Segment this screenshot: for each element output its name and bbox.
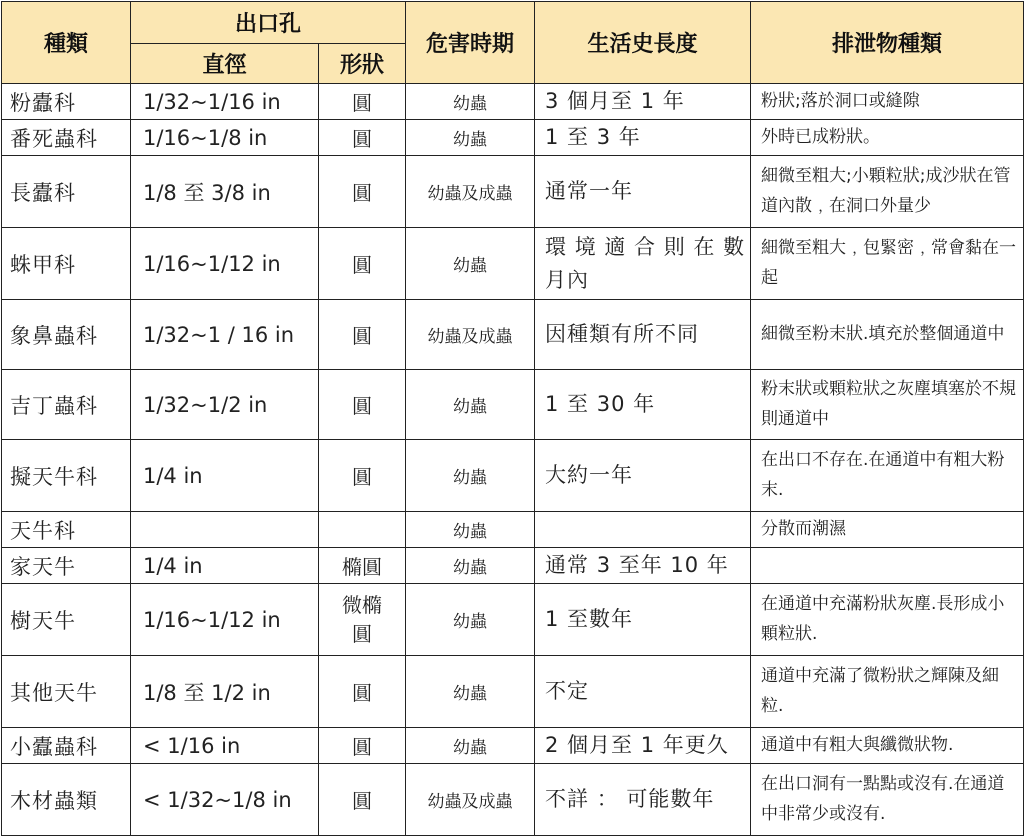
table-row — [2, 728, 1024, 764]
damage-cell: 幼蟲 — [406, 656, 535, 728]
damage-cell: 幼蟲 — [406, 512, 535, 548]
diameter-cell: 1/32~1/2 in — [131, 370, 319, 440]
damage-cell: 幼蟲 — [406, 584, 535, 656]
shape-cell: 圓 — [319, 728, 406, 764]
type-cell: 樹天牛 — [2, 584, 131, 656]
life-cell: 因種類有所不同 — [535, 300, 751, 370]
table-row — [2, 656, 1024, 728]
diameter-cell: 1/8 至 3/8 in — [131, 156, 319, 228]
damage-cell: 幼蟲及成蟲 — [406, 764, 535, 836]
shape-cell: 圓 — [319, 440, 406, 512]
damage-cell: 幼蟲 — [406, 728, 535, 764]
table-row — [2, 84, 1024, 120]
diameter-cell: 1/8 至 1/2 in — [131, 656, 319, 728]
excrement-cell: 在出口不存在.在通道中有粗大粉末. — [751, 440, 1024, 512]
damage-cell: 幼蟲 — [406, 84, 535, 120]
type-cell: 家天牛 — [2, 548, 131, 584]
shape-cell: 圓 — [319, 120, 406, 156]
table-row — [2, 512, 1024, 548]
diameter-cell: 1/4 in — [131, 548, 319, 584]
wood-insect-table — [1, 1, 1024, 836]
excrement-cell: 通道中有粗大與纖微狀物. — [751, 728, 1024, 764]
type-cell: 蛛甲科 — [2, 228, 131, 300]
diameter-cell: 1/32~1/16 in — [131, 84, 319, 120]
header-exit-hole: 出口孔 — [131, 2, 406, 44]
type-cell: 粉蠹科 — [2, 84, 131, 120]
table-row — [2, 156, 1024, 228]
excrement-cell: 粉狀;落於洞口或縫隙 — [751, 84, 1024, 120]
type-cell: 天牛科 — [2, 512, 131, 548]
damage-cell: 幼蟲及成蟲 — [406, 156, 535, 228]
diameter-cell: 1/16~1/12 in — [131, 228, 319, 300]
table-row — [2, 228, 1024, 300]
shape-cell: 圓 — [319, 156, 406, 228]
damage-cell: 幼蟲 — [406, 120, 535, 156]
table-row — [2, 764, 1024, 836]
shape-cell: 微橢圓 — [319, 584, 406, 656]
life-cell: 通常 3 至年 10 年 — [535, 548, 751, 584]
excrement-cell: 細微至粗大;小顆粒狀;成沙狀在管道內散﹐在洞口外量少 — [751, 156, 1024, 228]
table-row — [2, 300, 1024, 370]
diameter-cell: < 1/16 in — [131, 728, 319, 764]
life-cell: 不詳 ： 可能數年 — [535, 764, 751, 836]
table-row — [2, 120, 1024, 156]
type-cell: 擬天牛科 — [2, 440, 131, 512]
life-cell: 3 個月至 1 年 — [535, 84, 751, 120]
excrement-cell: 在通道中充滿粉狀灰塵.長形成小顆粒狀. — [751, 584, 1024, 656]
shape-cell: 圓 — [319, 84, 406, 120]
shape-cell: 圓 — [319, 656, 406, 728]
diameter-cell: < 1/32~1/8 in — [131, 764, 319, 836]
damage-cell: 幼蟲及成蟲 — [406, 300, 535, 370]
diameter-cell: 1/16~1/8 in — [131, 120, 319, 156]
diameter-cell: 1/32~1 / 16 in — [131, 300, 319, 370]
type-cell: 番死蟲科 — [2, 120, 131, 156]
excrement-cell — [751, 548, 1024, 584]
diameter-cell: 1/16~1/12 in — [131, 584, 319, 656]
type-cell: 象鼻蟲科 — [2, 300, 131, 370]
damage-cell: 幼蟲 — [406, 228, 535, 300]
header-shape: 形狀 — [319, 44, 406, 84]
damage-cell: 幼蟲 — [406, 548, 535, 584]
header-excrement: 排泄物種類 — [751, 2, 1024, 84]
shape-cell: 圓 — [319, 228, 406, 300]
header-damage-period: 危害時期 — [406, 2, 535, 84]
life-cell: 1 至 3 年 — [535, 120, 751, 156]
excrement-cell: 細微至粗大﹐包緊密﹐常會黏在一起 — [751, 228, 1024, 300]
table-row — [2, 440, 1024, 512]
excrement-cell: 外時已成粉狀。 — [751, 120, 1024, 156]
excrement-cell: 細微至粉末狀.填充於整個通道中 — [751, 300, 1024, 370]
type-cell: 吉丁蟲科 — [2, 370, 131, 440]
type-cell: 木材蟲類 — [2, 764, 131, 836]
type-cell: 其他天牛 — [2, 656, 131, 728]
damage-cell: 幼蟲 — [406, 370, 535, 440]
diameter-cell: 1/4 in — [131, 440, 319, 512]
shape-cell — [319, 512, 406, 548]
type-cell: 小蠹蟲科 — [2, 728, 131, 764]
type-cell: 長蠹科 — [2, 156, 131, 228]
life-cell — [535, 512, 751, 548]
excrement-cell: 粉末狀或顆粒狀之灰塵填塞於不規則通道中 — [751, 370, 1024, 440]
header-diameter: 直徑 — [131, 44, 319, 84]
header-type: 種類 — [2, 2, 131, 84]
header-life-cycle: 生活史長度 — [535, 2, 751, 84]
table-row — [2, 548, 1024, 584]
life-cell: 通常一年 — [535, 156, 751, 228]
shape-cell: 圓 — [319, 370, 406, 440]
shape-cell: 橢圓 — [319, 548, 406, 584]
life-cell: 不定 — [535, 656, 751, 728]
life-cell: 2 個月至 1 年更久 — [535, 728, 751, 764]
damage-cell: 幼蟲 — [406, 440, 535, 512]
life-cell: 環 境 適 合 則 在 數 月內 — [535, 228, 751, 300]
table-row — [2, 370, 1024, 440]
excrement-cell: 在出口洞有一點點或沒有.在通道中非常少或沒有. — [751, 764, 1024, 836]
diameter-cell — [131, 512, 319, 548]
life-cell: 大約一年 — [535, 440, 751, 512]
shape-cell: 圓 — [319, 764, 406, 836]
life-cell: 1 至 30 年 — [535, 370, 751, 440]
shape-cell: 圓 — [319, 300, 406, 370]
table-row — [2, 584, 1024, 656]
excrement-cell: 通道中充滿了微粉狀之輝陳及細粒. — [751, 656, 1024, 728]
excrement-cell: 分散而潮濕 — [751, 512, 1024, 548]
life-cell: 1 至數年 — [535, 584, 751, 656]
